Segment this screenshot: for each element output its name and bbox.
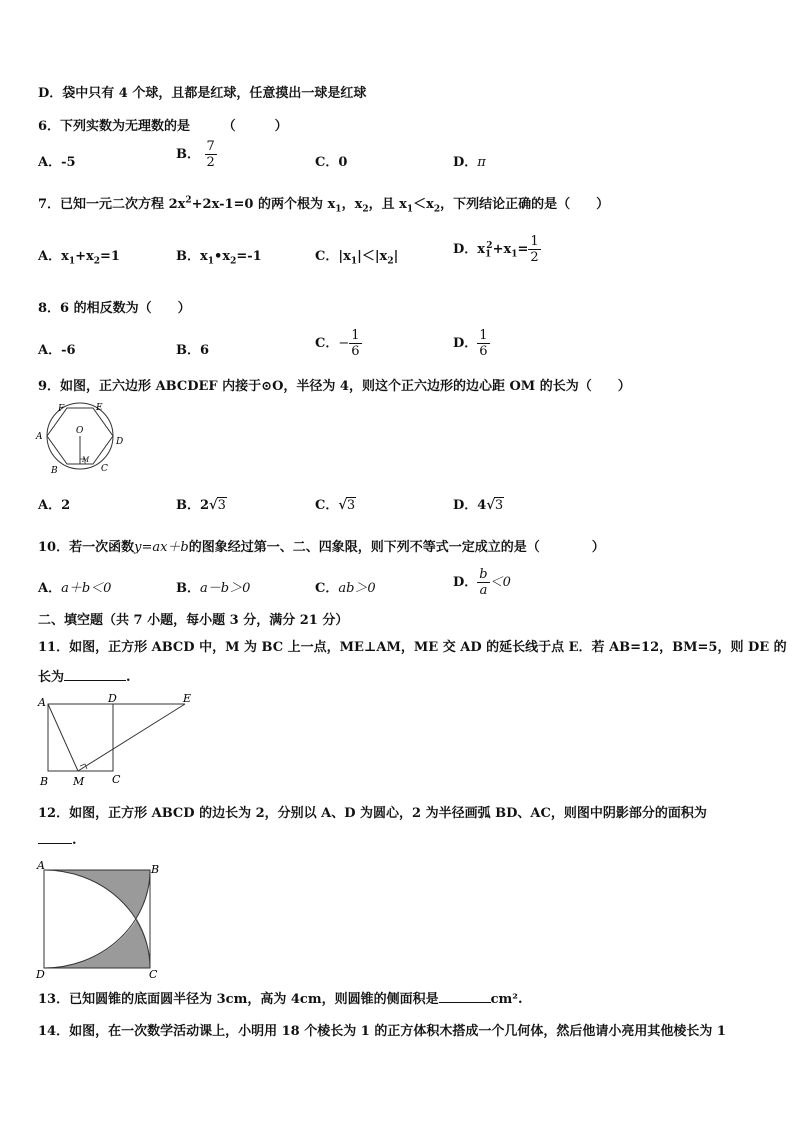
- q11-square-figure: [34, 692, 199, 790]
- q10-option-c: C．ab＞0: [315, 581, 376, 596]
- q6-option-b: [176, 139, 217, 170]
- q6-d-value: π: [477, 155, 486, 170]
- q6-d-label: D．: [453, 155, 478, 170]
- q13-answer-blank[interactable]: [439, 1002, 491, 1003]
- q8-option-c: C．− $\frac{1}{6}$: [315, 328, 360, 359]
- q12-arc-figure: [34, 858, 164, 980]
- q11-square: [48, 704, 113, 771]
- q10-option-b: B．a－b＞0: [176, 581, 251, 596]
- q9-label-o: O: [76, 426, 84, 436]
- section-2-title: 二、填空题（共 7 小题，每小题 3 分，满分 21 分）: [38, 613, 349, 628]
- q6-option-b-label: B．: [176, 147, 200, 162]
- q6-b-den: 2: [206, 155, 215, 170]
- q12-answer-blank[interactable]: [38, 843, 72, 844]
- q9-label-c: C: [101, 464, 108, 474]
- q11-label-e: E: [183, 692, 192, 705]
- q7-option-b: B．$x_1•x_2=-1$: [176, 249, 262, 267]
- q12-label-d: D: [36, 968, 45, 980]
- q9-label-d: D: [116, 437, 124, 447]
- q8-stem: 8．6 的相反数为（ ）: [38, 301, 191, 316]
- q6-stem-text: 6．下列实数为无理数的是: [38, 119, 191, 134]
- q9-label-m: M: [82, 456, 90, 464]
- q9-option-a: A．2: [38, 498, 71, 513]
- q11-stem-line2: 长为 .: [38, 670, 131, 685]
- q9-option-d: D．4√3: [453, 498, 504, 513]
- q11-stem: 11．如图，正方形 ABCD 中，M 为 BC 上一点，ME⊥AM，ME 交 AD 的延长线于点 E．若 AB=12，BM=5，则 DE 的: [38, 640, 787, 655]
- q8-option-a: A．-6: [38, 343, 76, 358]
- q11-label-c: C: [112, 773, 121, 786]
- q9-option-c: C．√3: [315, 498, 356, 513]
- q12-label-b: B: [151, 863, 160, 876]
- q6-option-d: [453, 151, 486, 170]
- q12-stem: 12．如图，正方形 ABCD 的边长为 2，分别以 A、D 为圆心，2 为半径画弧 BD、AC，则图中阴影部分的面积为: [38, 806, 707, 821]
- q6-b-num: 7: [206, 139, 215, 154]
- q7-stem: 7．已知一元二次方程 $2x^2+2x-1=0$ 的两个根为 $x_1$，$x_2$，且 $x_1<x_2$，下列结论正确的是（ ）: [38, 195, 610, 215]
- q9-stem: 9．如图，正六边形 ABCDEF 内接于⊙O，半径为 4，则这个正六边形的边心距 OM 的长为（ ）: [38, 379, 631, 394]
- q12-stem-line2: .: [38, 833, 77, 848]
- q6-option-a: A．-5: [38, 155, 76, 170]
- q8-option-d: D． $\frac{1}{6}$: [453, 328, 488, 359]
- q6-option-b-fraction: [205, 139, 217, 170]
- q12-label-c: C: [149, 968, 158, 980]
- q6-stem: [38, 115, 288, 134]
- q8-option-b: B．6: [176, 343, 210, 358]
- q9-label-b: B: [51, 466, 58, 476]
- q7-option-d: D．$x_1^2+x_1=$ $\frac{1}{2}$: [453, 234, 539, 265]
- q11-answer-blank[interactable]: [64, 680, 126, 681]
- q10-option-d: D． $\frac{b}{a}$ ＜0: [453, 567, 511, 598]
- q13-stem: 13．已知圆锥的底面圆半径为 3cm，高为 4cm，则圆锥的侧面积是 cm².: [38, 992, 523, 1007]
- q9-label-e: E: [96, 403, 103, 413]
- q9-option-b: B．2√3: [176, 498, 226, 513]
- q7-option-c: C．$|x_1|<|x_2|$: [315, 249, 399, 267]
- q6-paren: （ ）: [222, 119, 288, 134]
- q9-label-a: A: [36, 432, 43, 442]
- q11-label-a: A: [38, 696, 46, 709]
- q5-option-d: D．袋中只有 4 个球，且都是红球，任意摸出一球是红球: [38, 86, 367, 101]
- q7-option-a: A．$x_1+x_2=1$: [38, 249, 120, 267]
- q12-label-a: A: [37, 859, 45, 872]
- q14-stem: 14．如图，在一次数学活动课上，小明用 18 个棱长为 1 的正方体积木搭成一个几何体，然后他请小亮用其他棱长为 1: [38, 1024, 726, 1039]
- q11-label-b: B: [40, 775, 49, 788]
- q7-d-fraction: $\frac{1}{2}$: [530, 234, 539, 265]
- q11-label-d: D: [108, 692, 117, 705]
- q9-label-f: F: [58, 404, 65, 414]
- q9-hexagon-figure: [32, 398, 132, 478]
- q11-label-m: M: [73, 775, 85, 788]
- q10-stem: 10．若一次函数y=ax＋b的图象经过第一、二、四象限，则下列不等式一定成立的是（ ）: [38, 540, 605, 555]
- q10-option-a: A．a＋b＜0: [38, 581, 112, 596]
- q6-option-c: C．0: [315, 155, 348, 170]
